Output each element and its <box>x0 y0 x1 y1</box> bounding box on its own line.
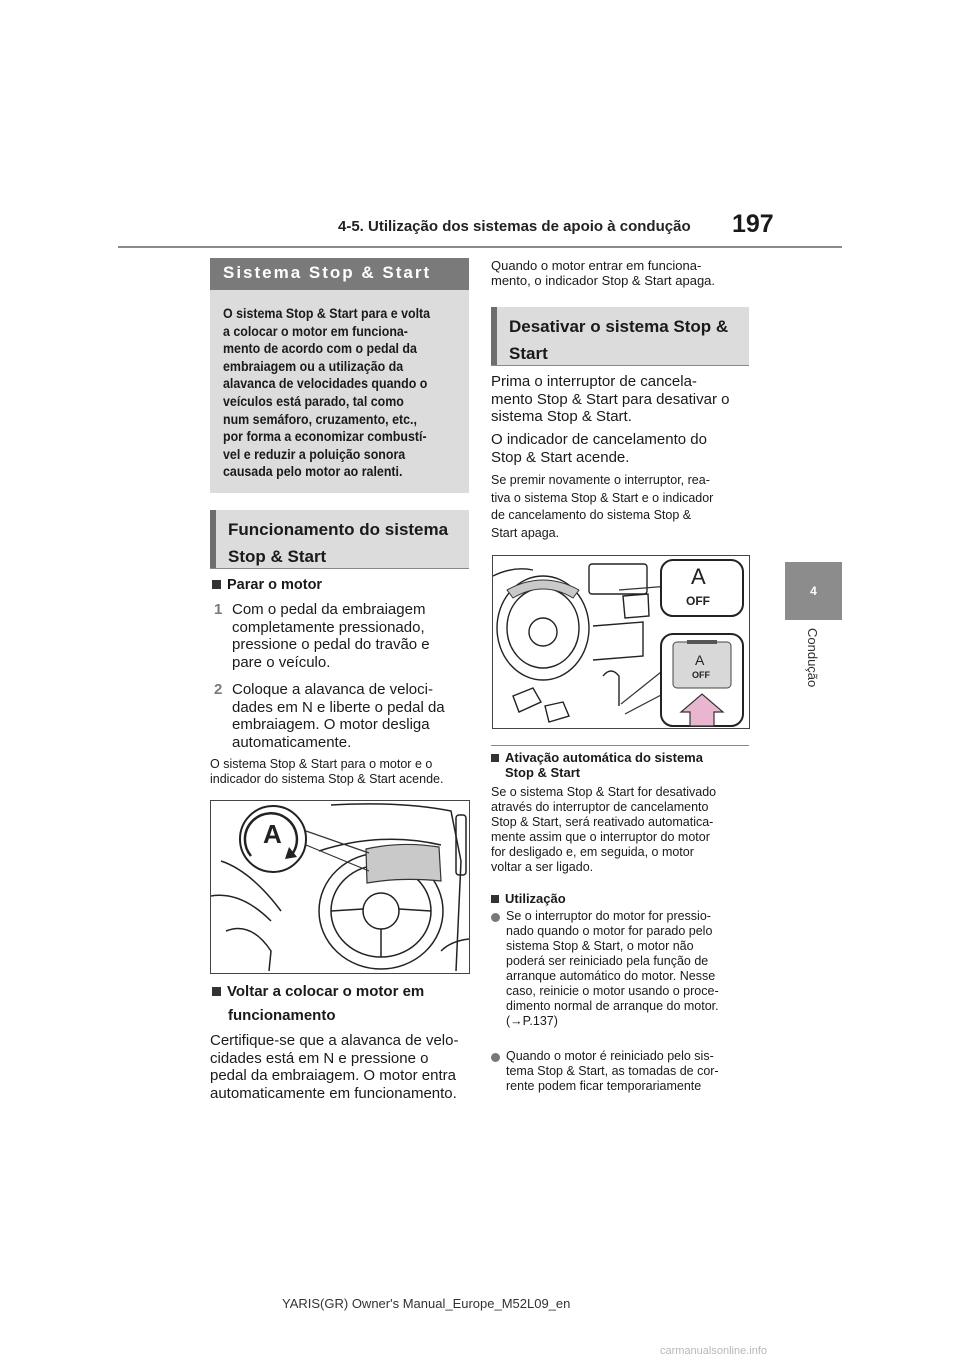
stop-start-indicator-symbol: A <box>263 819 282 849</box>
chapter-side-label <box>785 628 842 738</box>
bullet-icon <box>491 913 500 922</box>
restart-title: Voltar a colocar o motor em funcionamento <box>212 980 424 1028</box>
operation-heading: Funcionamento do sistema Stop & Start <box>210 510 469 568</box>
switch-symbol: A <box>691 564 706 589</box>
restart-text: Certifique-se que a alavanca de velo- cidades está em N e pressione o pedal da embraiagem. O motor entra automaticamente em funcionamento. <box>210 1032 459 1102</box>
intro-box <box>210 290 469 493</box>
switch-off-label: OFF <box>686 594 710 608</box>
watermark: carmanualsonline.info <box>660 1345 768 1357</box>
square-bullet-icon <box>491 895 499 903</box>
heading-rule <box>210 568 469 569</box>
switch-closeup-off-label: OFF <box>692 670 710 680</box>
chapter-number: 4 <box>810 584 817 598</box>
stop-engine-title: Parar o motor <box>212 577 322 593</box>
disable-heading: Desativar o sistema Stop & Start <box>491 307 749 365</box>
usage-title: Utilização <box>491 891 566 906</box>
step-1-text: Com o pedal da embraiagem completamente pressionado, pressione o pedal do travão e pare o veículo. <box>232 601 430 671</box>
main-heading: Sistema Stop & Start <box>210 258 469 290</box>
step-number: 1 <box>214 601 223 618</box>
cancel-switch-drawing <box>493 556 749 728</box>
page-number: 197 <box>732 210 774 238</box>
section-title: 4-5. Utilização dos sistemas de apoio à condução <box>338 218 691 235</box>
heading-rule <box>491 365 749 366</box>
usage-bullet-1: Se o interruptor do motor for pressio- nado quando o motor for parado pelo sistema Stop & Start, o motor não poderá ser reiniciado pela função de arranque automático do motor. Nesse caso, reinicie o motor usando o proce- dimento normal de arranque do motor. (→P.137) <box>506 909 719 1028</box>
square-bullet-icon <box>212 580 221 589</box>
indicator-off-text: Quando o motor entrar em funciona- mento, o indicador Stop & Start apaga. <box>491 258 716 288</box>
stop-note: O sistema Stop & Start para o motor e o indicador do sistema Stop & Start acende. <box>210 757 444 786</box>
switch-closeup-symbol: A <box>695 652 705 668</box>
dashboard-illustration <box>210 800 470 974</box>
usage-bullet-2: Quando o motor é reiniciado pelo sis- tema Stop & Start, as tomadas de cor- rente podem ficar temporariamente <box>506 1049 719 1093</box>
manual-id-footer: YARIS(GR) Owner's Manual_Europe_M52L09_en <box>282 1296 571 1311</box>
section-rule <box>491 745 749 746</box>
square-bullet-icon <box>491 754 499 762</box>
dashboard-drawing <box>211 801 469 973</box>
auto-activation-title: Ativação automática do sistema Stop & Start <box>491 750 703 780</box>
step-2-text: Coloque a alavanca de veloci- dades em N e liberte o pedal da embraiagem. O motor desliga automaticamente. <box>232 681 445 751</box>
chapter-label: Condução <box>805 628 820 688</box>
intro-text: O sistema Stop & Start para e volta a colocar o motor em funciona- mento de acordo com o pedal da embraiagem ou a utilização da alavanca de velocidades quando o veículos está parado, tal como num semáforo, cruzamento, etc., por forma a economizar combustí- vel e reduzir a poluição sonora causada pelo motor ao ralenti. <box>223 306 431 480</box>
step-number: 2 <box>214 681 223 698</box>
header-divider <box>118 246 842 248</box>
auto-activation-text: Se o sistema Stop & Start for desativado através do interruptor de cancelamento Stop & Start, será reativado automatica- mente assim que o interruptor do motor for desligado e, em seguida, o motor voltar a ser ligado. <box>491 785 717 874</box>
cancel-switch-illustration <box>492 555 750 729</box>
disable-text: Prima o interruptor de cancela- mento Stop & Start para desativar o sistema Stop & Start. <box>491 373 730 425</box>
bullet-icon <box>491 1053 500 1062</box>
square-bullet-icon <box>212 987 221 996</box>
indicator-text: O indicador de cancelamento do Stop & Start acende. <box>491 431 707 466</box>
reactivate-note: Se premir novamente o interruptor, rea- tiva o sistema Stop & Start e o indicador de cancelamento do sistema Stop & Start apaga. <box>491 473 714 540</box>
chapter-tab <box>785 562 842 620</box>
